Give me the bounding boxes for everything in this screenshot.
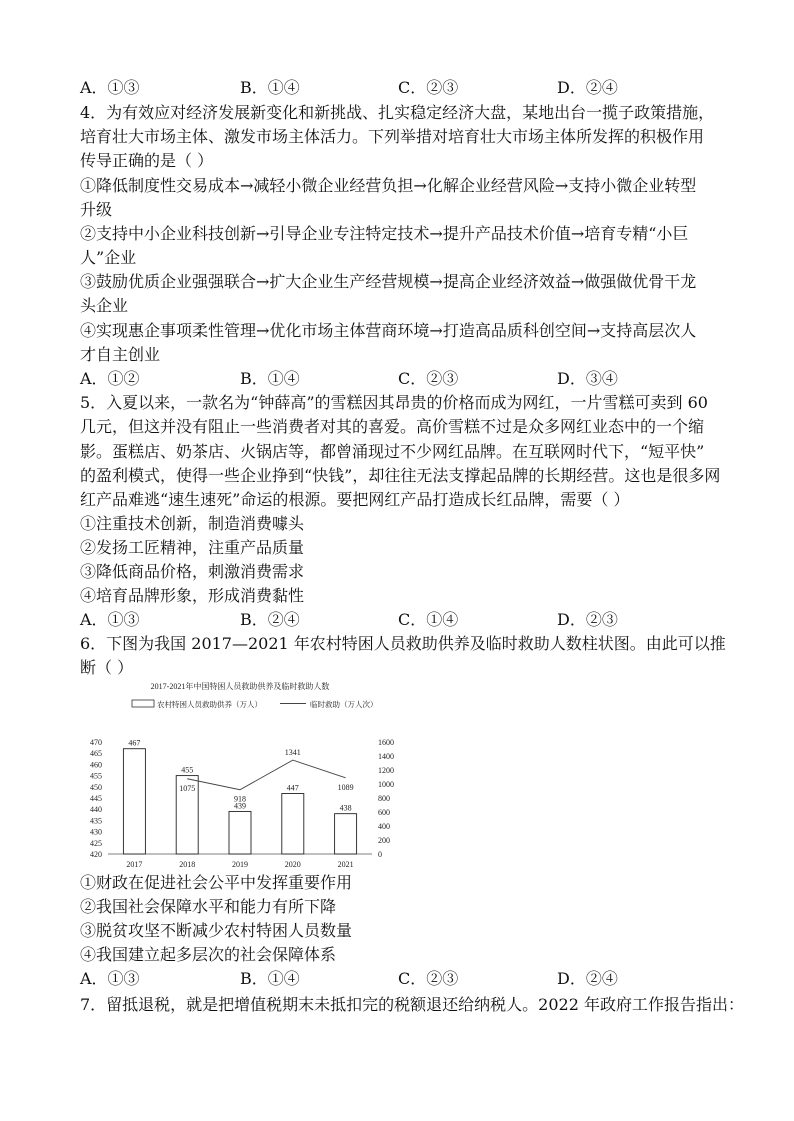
q4-choice-line: 才自主创业 (80, 345, 161, 364)
right-tick-label: 200 (378, 836, 390, 845)
left-tick-label: 470 (90, 738, 102, 747)
option-b[interactable]: B．①④ (240, 969, 300, 988)
x-tick-label: 2019 (232, 860, 248, 869)
option-d[interactable]: D．②④ (557, 969, 618, 988)
right-tick-label: 1200 (378, 766, 394, 775)
left-tick-label: 440 (90, 805, 102, 815)
option-c[interactable]: C．①④ (398, 610, 459, 629)
q5-choice-line: ①注重技术创新，制造消费噱头 (80, 514, 305, 533)
option-d[interactable]: D．③④ (557, 369, 618, 388)
x-tick-label: 2018 (179, 860, 196, 869)
q5-stem-line: 的盈利模式，使得一些企业挣到“快钱”，却往往无法支撑起品牌的长期经营。这也是很多网 (80, 466, 721, 485)
option-c[interactable]: C．②③ (398, 78, 459, 97)
bar (282, 794, 304, 854)
bar (229, 811, 251, 854)
chart-title: 2017-2021年中国特困人员救助供养及临时救助人数 (150, 682, 330, 691)
bar-value-label: 467 (128, 738, 141, 748)
q4-choice-line: ②支持中小企业科技创新→引导企业专注特定技术→提升产品技术价值→培育专精“小巨 (80, 224, 689, 243)
left-tick-label: 460 (90, 760, 102, 770)
option-b[interactable]: B．①④ (240, 78, 300, 97)
left-tick-label: 455 (90, 771, 102, 781)
q4-stem-line: 4．为有效应对经济发展新变化和新挑战、扎实稳定经济大盘，某地出台一揽子政策措施， (80, 103, 715, 122)
q4-choice-line: 头企业 (80, 296, 129, 315)
legend-swatch-bar (132, 700, 154, 707)
q5-stem-line: 影。蛋糕店、奶茶店、火锅店等，都曾涌现过不少网红品牌。在互联网时代下，“短平快” (80, 442, 705, 461)
bar-value-label: 455 (181, 765, 194, 775)
right-tick-label: 400 (378, 822, 390, 831)
line-value-label: 918 (234, 794, 246, 804)
q4-stem-line: 培育壮大市场主体、激发市场主体活力。下列举措对培育壮大市场主体所发挥的积极作用 (80, 127, 705, 146)
option-a[interactable]: A．①③ (80, 610, 140, 629)
left-tick-label: 425 (90, 838, 102, 848)
q4-choice-line: ④实现惠企事项柔性管理→优化市场主体营商环境→打造高品质科创空间→支持高层次人 (80, 321, 697, 340)
q4-choice-line: ③鼓励优质企业强强联合→扩大企业生产经营规模→提高企业经济效益→做强做优骨干龙 (80, 272, 697, 291)
line-value-label: 1075 (179, 783, 196, 793)
q5-stem-line: 几元，但这并没有阻止一些消费者对其的喜爱。高价雪糕不过是众多网红业态中的一个缩 (80, 417, 705, 436)
option-b[interactable]: B．②④ (240, 610, 300, 629)
left-tick-label: 465 (90, 749, 102, 759)
bar (335, 814, 357, 854)
q6-stem-line: 6．下图为我国 2017—2021 年农村特困人员救助供养及临时救助人数柱状图。由此可以推 (80, 634, 726, 653)
q4-choice-line: ①降低制度性交易成本→减轻小微企业经营负担→化解企业经营风险→支持小微企业转型 (80, 176, 697, 195)
x-tick-label: 2021 (337, 860, 354, 869)
q5-choice-line: ③降低商品价格，刺激消费需求 (80, 562, 305, 581)
option-c[interactable]: C．②③ (398, 369, 459, 388)
right-tick-label: 1400 (378, 752, 394, 761)
q6-choice-line: ④我国建立起多层次的社会保障体系 (80, 945, 337, 964)
right-tick-label: 600 (378, 808, 390, 817)
q4-options (80, 367, 740, 391)
right-tick-label: 800 (378, 794, 390, 803)
option-c[interactable]: C．②③ (398, 969, 459, 988)
bar-value-label: 447 (286, 783, 299, 793)
bar-value-label: 438 (339, 803, 352, 813)
x-tick-label: 2020 (284, 860, 301, 869)
q3-options (80, 76, 740, 100)
line-value-label: 1089 (337, 782, 354, 792)
option-b[interactable]: B．①④ (240, 369, 300, 388)
q5-choice-line: ④培育品牌形象，形成消费黏性 (80, 586, 305, 605)
q6-choice-line: ③脱贫攻坚不断减少农村特困人员数量 (80, 921, 353, 940)
left-tick-label: 420 (90, 850, 102, 859)
q5-options (80, 608, 740, 632)
bar-value-label: 439 (234, 801, 246, 811)
q7-stem-line: 7．留抵退税，就是把增值税期末未抵扣完的税额退还给纳税人。2022 年政府工作报告指出： (80, 995, 744, 1014)
line-value-label: 1341 (284, 748, 301, 758)
right-tick-label: 1000 (378, 780, 394, 789)
legend-label: 农村特困人员救助供养（万人） (157, 700, 262, 709)
q4-stem-line: 传导正确的是（ ） (80, 151, 214, 170)
option-d[interactable]: D．②③ (557, 610, 618, 629)
q6-options (80, 967, 740, 991)
option-a[interactable]: A．①③ (80, 969, 140, 988)
q5-stem-line: 红产品难逃“速生速死”命运的根源。要把网红产品打造成长红品牌，需要（ ） (80, 490, 630, 509)
right-tick-label: 0 (378, 850, 382, 859)
x-tick-label: 2017 (126, 860, 143, 869)
left-tick-label: 445 (90, 794, 102, 803)
left-tick-label: 450 (90, 782, 102, 792)
option-a[interactable]: A．①③ (80, 78, 140, 97)
bar (123, 749, 145, 854)
q6-choice-line: ①财政在促进社会公平中发挥重要作用 (80, 873, 353, 892)
q5-choice-line: ②发扬工匠精神，注重产品质量 (80, 538, 305, 557)
line-series (187, 760, 345, 790)
right-tick-label: 1600 (378, 738, 394, 747)
bar-line-chart (80, 676, 420, 871)
left-tick-label: 430 (90, 827, 102, 837)
q6-stem-line: 断（ ） (80, 658, 134, 677)
q4-choice-line: 升级 (80, 200, 113, 219)
option-d[interactable]: D．②④ (557, 78, 618, 97)
left-tick-label: 435 (90, 816, 102, 826)
q6-choice-line: ②我国社会保障水平和能力有所下降 (80, 897, 337, 916)
legend-label: 临时救助（万人次） (310, 700, 378, 709)
q4-choice-line: 人”企业 (80, 248, 137, 267)
option-a[interactable]: A．①② (80, 369, 140, 388)
q5-stem-line: 5．入夏以来，一款名为“钟薛高”的雪糕因其昂贵的价格而成为网红，一片雪糕可卖到 60 (80, 393, 708, 412)
